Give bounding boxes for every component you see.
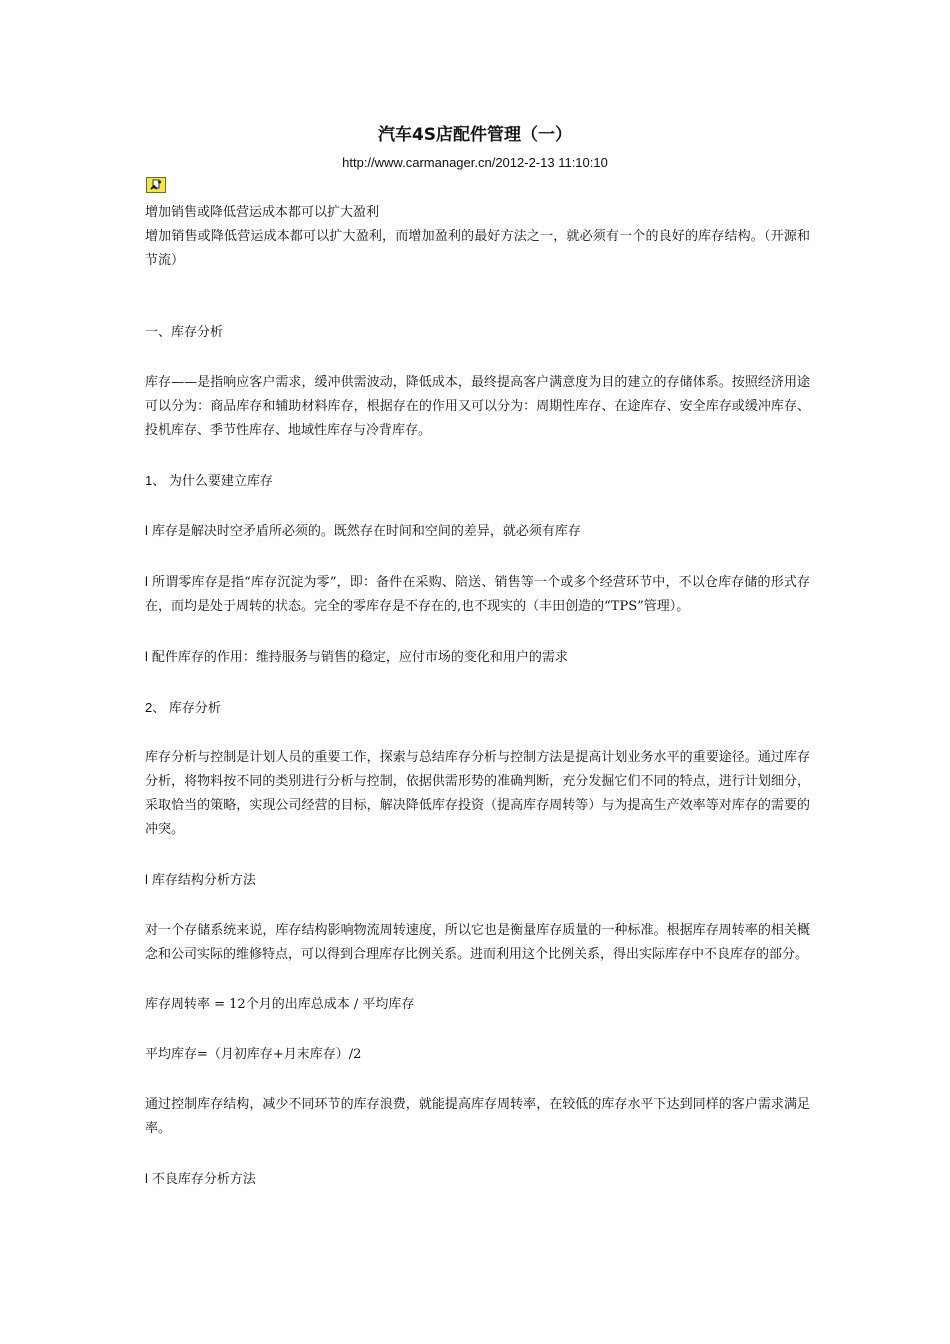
bullet-item-bad-inventory-method — [145, 1167, 810, 1192]
inventory-definition-paragraph: 库存——是指响应客户需求，缓冲供需波动，降低成本，最终提高客户满意度为目的建立的存储体系。按照经济用途可以分为：商品库存和辅助材料库存，根据存在的作用又可以分为：周期性库存、在途库存、安全库存或缓冲库存、投机库存、季节性库存、地域性库存与冷背库存。 — [145, 375, 810, 438]
bullet-marker: l — [145, 872, 148, 887]
average-inventory-formula: 平均库存=（月初库存+月末库存）/2 — [145, 1047, 362, 1062]
structure-paragraph: 对一个存储系统来说，库存结构影响物流周转速度，所以它也是衡量库存质量的一种标准。根据库存周转率的相关概念和公司实际的维修特点，可以得到合理库存比例关系。进而利用这个比例关系，得出实际库存中不良库存的部分。 — [145, 923, 810, 962]
page-title: 汽车4S店配件管理（一） — [377, 125, 573, 145]
bullet-marker: l — [145, 574, 148, 589]
turnover-rate-formula: 库存周转率 = 12个月的出库总成本 / 平均库存 — [145, 997, 415, 1012]
analysis-control-paragraph: 库存分析与控制是计划人员的重要工作，探索与总结库存分析与控制方法是提高计划业务水平的重要途径。通过库存分析，将物料按不同的类别进行分析与控制，依据供需形势的准确判断，充分发掘它们不同的特点，进行计划细分，采取恰当的策略，实现公司经营的目标，解决降低库存投资（提高库存周转等）与为提高生产效率等对库存的需要的冲突。 — [145, 750, 810, 837]
subheading-inventory-analysis: 2、 库存分析 — [145, 700, 221, 715]
control-paragraph: 通过控制库存结构，减少不同环节的库存浪费，就能提高库存周转率，在较低的库存水平下达到同样的客户需求满足率。 — [145, 1097, 810, 1136]
article-link-icon-graphic — [147, 178, 165, 192]
intro-paragraph: 增加销售或降低营运成本都可以扩大盈利，而增加盈利的最好方法之一，就必须有一个的良好的库存结构。（开源和节流） — [145, 229, 810, 268]
bullet-item-zero-inventory — [145, 570, 810, 619]
bullet-marker: l — [145, 649, 148, 664]
bullet-item-time-space — [145, 519, 810, 544]
intro-heading: 增加销售或降低营运成本都可以扩大盈利 — [145, 205, 380, 220]
bullet-text: 配件库存的作用：维持服务与销售的稳定，应付市场的变化和用户的需求 — [151, 650, 568, 665]
source-url-timestamp: http://www.carmanager.cn/2012-2-13 11:10:10 — [342, 155, 608, 170]
bullet-text: 库存结构分析方法 — [151, 873, 256, 888]
article-body — [145, 201, 810, 1192]
bullet-text: 不良库存分析方法 — [151, 1172, 256, 1187]
bullet-text: 库存是解决时空矛盾所必须的。既然存在时间和空间的差异，就必须有库存 — [151, 524, 581, 539]
bullet-item-parts-inventory-role — [145, 645, 810, 670]
bullet-item-structure-method — [145, 868, 810, 893]
bullet-marker: l — [145, 523, 148, 538]
bullet-marker: l — [145, 1171, 148, 1186]
subheading-why-build-inventory: 1、 为什么要建立库存 — [145, 473, 273, 488]
article-link-icon[interactable] — [146, 177, 166, 193]
bullet-text: 所谓零库存是指“库存沉淀为零”，即：备件在采购、陪送、销售等一个或多个经营环节中，不以仓库存储的形式存在，而均是处于周转的状态。完全的零库存是不存在的,也不现实的（丰田创造的“TPS”管理）。 — [145, 575, 810, 614]
section-heading-inventory-analysis: 一、库存分析 — [145, 325, 224, 340]
